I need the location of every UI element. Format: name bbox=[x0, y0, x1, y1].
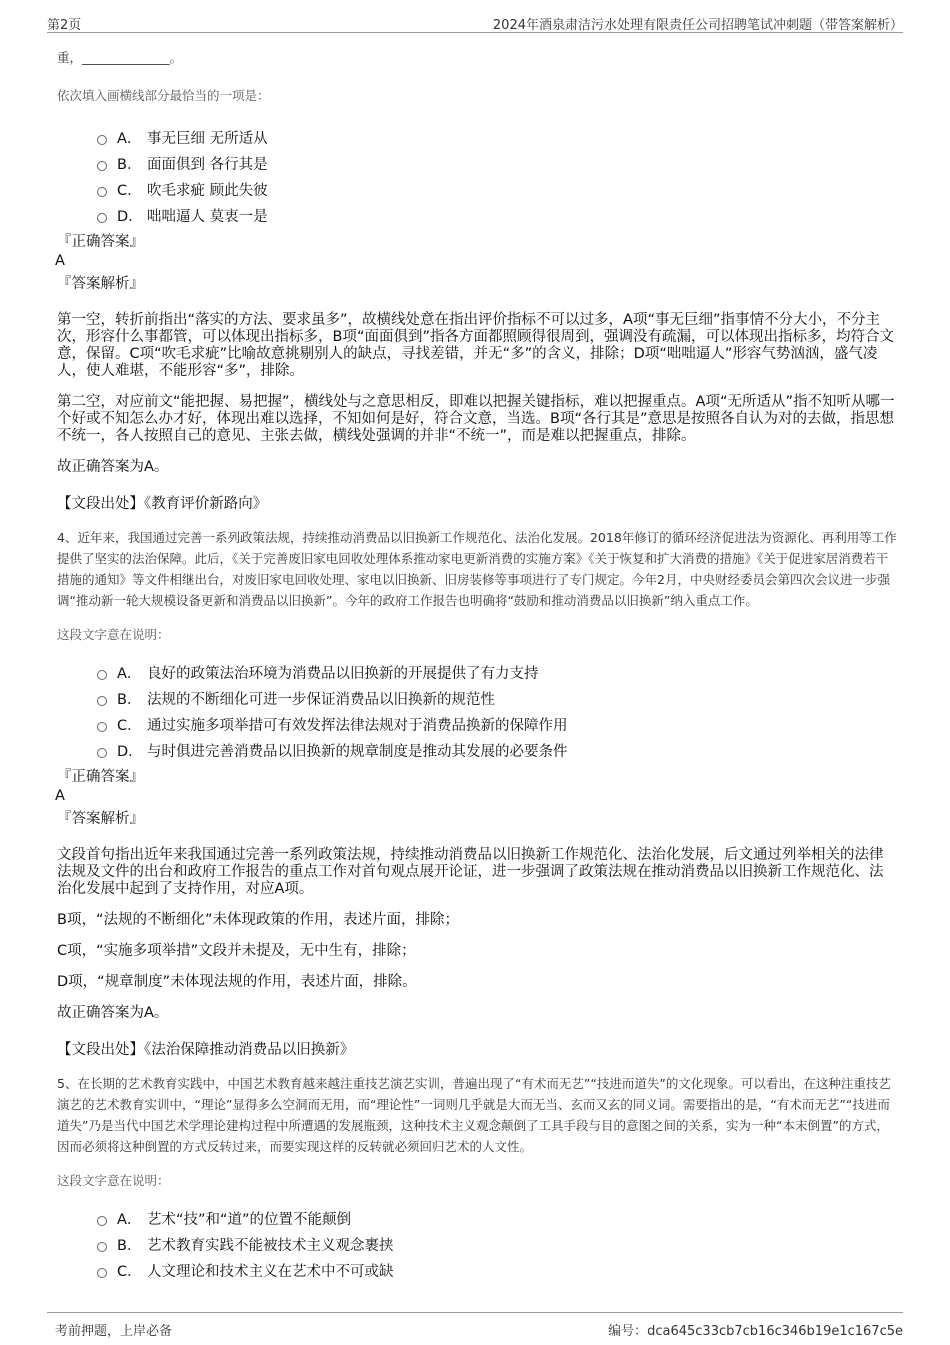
option-letter: A． bbox=[117, 1211, 142, 1228]
page-header bbox=[47, 8, 903, 33]
option-text: 艺术教育实践不能被技术主义观念裹挟 bbox=[147, 1237, 394, 1254]
q3-options bbox=[97, 124, 897, 228]
option-letter: B． bbox=[117, 691, 142, 708]
radio-icon[interactable] bbox=[97, 1216, 107, 1226]
option-text: 良好的政策法治环境为消费品以旧换新的开展提供了有力支持 bbox=[147, 665, 539, 682]
q4-option-b[interactable] bbox=[97, 685, 897, 711]
option-text: 通过实施多项举措可有效发挥法律法规对于消费品换新的保障作用 bbox=[147, 717, 568, 734]
q4-source: 【文段出处】《法治保障推动消费品以旧换新》 bbox=[57, 1042, 355, 1058]
option-text: 艺术“技”和“道”的位置不能颠倒 bbox=[147, 1211, 352, 1228]
q4-analysis-para-1: 文段首句指出近年来我国通过完善一系列政策法规，持续推动消费品以旧换新工作规范化、法治化发展，后文通过列举相关的法律法规及文件的出台和政府工作报告的重点工作对首句观点展开论证，进一步强调了政策法规在推动消费品以旧换新工作规范化、法治化发展中起到了支持作用，对应A项。 bbox=[57, 847, 884, 897]
radio-icon[interactable] bbox=[97, 135, 107, 145]
q5-text: 5、在长期的艺术教育实践中，中国艺术教育越来越注重技艺演艺实训，普遍出现了“有术而无艺”“技进而道失”的文化现象。可以看出，在这种注重技艺演艺的艺术教育实训中，“理论”显得多么空洞而无用，而“理论性”一词则几乎就是大而无当、玄而又玄的同义词。需要指出的是，“有术而无艺”“技进而道失”乃是当代中国艺术学理论建构过程中所遭遇的发展瓶颈，这种技术主义观念颠倒了工具手段与目的意图之间的关系，实为一种“本末倒置”的方式，因而必须将这种倒置的方式反转过来，而要实现这样的反转就必须回归艺术的人文性。 bbox=[57, 1076, 891, 1154]
q4-analysis-label: 『答案解析』 bbox=[57, 811, 144, 827]
footer-slogan: 考前押题，上岸必备 bbox=[55, 1324, 173, 1339]
q4-analysis-d: D项，“规章制度”未体现法规的作用，表述片面，排除。 bbox=[57, 974, 417, 990]
q4-text: 4、近年来，我国通过完善一系列政策法规，持续推动消费品以旧换新工作规范化、法治化发展。2018年修订的循环经济促进法为资源化、再利用等工作提供了坚实的法治保障。此后，《关于完善废旧家电回收处理体系推动家电更新消费的实施方案》《关于恢复和扩大消费的措施》《关于促进家居消费若干措施的通知》等文件相继出台，对废旧家电回收处理、家电以旧换新、旧房装修等事项进行了专门规定。今年2月，中央财经委员会第四次会议进一步强调“推动新一轮大规模设备更新和消费品以旧换新”。今年的政府工作报告也明确将“鼓励和推动消费品以旧换新”纳入重点工作。 bbox=[57, 530, 897, 608]
q3-prompt: 依次填入画横线部分最恰当的一项是： bbox=[57, 88, 270, 103]
page-number: 第2页 bbox=[47, 18, 82, 33]
q3-analysis-label: 『答案解析』 bbox=[57, 276, 144, 292]
radio-icon[interactable] bbox=[97, 161, 107, 171]
document-title: 2024年酒泉肃洁污水处理有限责任公司招聘笔试冲刺题（带答案解析） bbox=[492, 18, 903, 33]
q3-fragment: 重，______________。 bbox=[57, 50, 183, 65]
option-text: 咄咄逼人 莫衷一是 bbox=[147, 208, 268, 225]
q5-options bbox=[97, 1205, 897, 1283]
option-letter: C． bbox=[117, 182, 142, 199]
q4-analysis-conclusion: 故正确答案为A。 bbox=[57, 1005, 169, 1021]
q5-option-a[interactable] bbox=[97, 1205, 897, 1231]
q3-option-b[interactable] bbox=[97, 150, 897, 176]
q3-answer-label: 『正确答案』 bbox=[57, 234, 144, 250]
option-text: 面面俱到 各行其是 bbox=[147, 156, 268, 173]
q4-options bbox=[97, 659, 897, 763]
option-letter: D． bbox=[117, 743, 143, 760]
page-footer bbox=[47, 1312, 903, 1339]
option-text: 与时俱进完善消费品以旧换新的规章制度是推动其发展的必要条件 bbox=[147, 743, 568, 760]
radio-icon[interactable] bbox=[97, 1268, 107, 1278]
q4-answer: A bbox=[55, 788, 65, 804]
option-letter: B． bbox=[117, 156, 142, 173]
q4-option-c[interactable] bbox=[97, 711, 897, 737]
document-id: 编号：dca645c33cb7cb16c346b19e1c167c5e bbox=[608, 1324, 903, 1339]
q4-answer-label: 『正确答案』 bbox=[57, 769, 144, 785]
option-text: 吹毛求疵 顾此失彼 bbox=[147, 182, 268, 199]
option-letter: C． bbox=[117, 717, 142, 734]
q4-prompt: 这段文字意在说明： bbox=[57, 627, 170, 642]
q3-option-a[interactable] bbox=[97, 124, 897, 150]
option-letter: D． bbox=[117, 208, 143, 225]
q4-option-a[interactable] bbox=[97, 659, 897, 685]
option-letter: C． bbox=[117, 1263, 142, 1280]
radio-icon[interactable] bbox=[97, 1242, 107, 1252]
q3-analysis-conclusion: 故正确答案为A。 bbox=[57, 459, 169, 475]
option-text: 人文理论和技术主义在艺术中不可或缺 bbox=[147, 1263, 394, 1280]
q5-prompt: 这段文字意在说明： bbox=[57, 1173, 170, 1188]
q3-option-c[interactable] bbox=[97, 176, 897, 202]
option-letter: B． bbox=[117, 1237, 142, 1254]
option-text: 法规的不断细化可进一步保证消费品以旧换新的规范性 bbox=[147, 691, 495, 708]
option-letter: A． bbox=[117, 130, 142, 147]
radio-icon[interactable] bbox=[97, 748, 107, 758]
q3-analysis-para-1: 第一空，转折前指出“落实的方法、要求虽多”，故横线处意在指出评价指标不可以过多，A项“事无巨细”指事情不分大小，不分主次，形容什么事都管，可以体现出指标多，B项“面面俱到”指各方面都照顾得很周到，强调没有疏漏，可以体现出指标多，均符合文意，保留。C项“吹毛求疵”比喻故意挑剔别人的缺点，寻找差错，并无“多”的含义，排除；D项“咄咄逼人”形容气势汹汹，盛气凌人，使人难堪，不能形容“多”，排除。 bbox=[57, 312, 894, 379]
q4-analysis-c: C项，“实施多项举措”文段并未提及，无中生有，排除； bbox=[57, 943, 416, 959]
document-body bbox=[57, 45, 897, 1283]
option-text: 事无巨细 无所适从 bbox=[147, 130, 268, 147]
radio-icon[interactable] bbox=[97, 696, 107, 706]
q5-option-c[interactable] bbox=[97, 1257, 897, 1283]
q3-answer: A bbox=[55, 253, 65, 269]
q4-analysis-b: B项，“法规的不断细化”未体现政策的作用，表述片面，排除； bbox=[57, 912, 459, 928]
radio-icon[interactable] bbox=[97, 670, 107, 680]
q5-option-b[interactable] bbox=[97, 1231, 897, 1257]
radio-icon[interactable] bbox=[97, 722, 107, 732]
q4-option-d[interactable] bbox=[97, 737, 897, 763]
option-letter: A． bbox=[117, 665, 142, 682]
radio-icon[interactable] bbox=[97, 187, 107, 197]
q3-analysis-para-2: 第二空，对应前文“能把握、易把握”，横线处与之意思相反，即难以把握关键指标，难以把握重点。A项“无所适从”指不知听从哪一个好或不知怎么办才好，体现出难以选择，不知如何是好，符合文意，当选。B项“各行其是”意思是按照各自认为对的去做，指思想不统一，各人按照自己的意见、主张去做，横线处强调的并非“不统一”，而是难以把握重点，排除。 bbox=[57, 394, 895, 444]
q3-option-d[interactable] bbox=[97, 202, 897, 228]
q3-source: 【文段出处】《教育评价新路向》 bbox=[57, 496, 268, 512]
radio-icon[interactable] bbox=[97, 213, 107, 223]
